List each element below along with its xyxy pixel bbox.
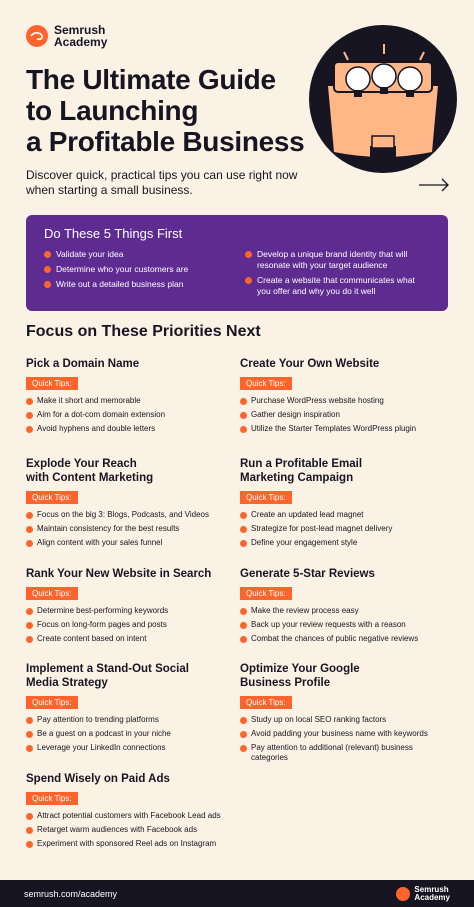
list-item: Focus on long-form pages and posts [26, 620, 236, 630]
list-item: Make the review process easy [240, 606, 450, 616]
list-item: Determine who your customers are [44, 264, 229, 275]
tip-block-title: Pick a Domain Name [26, 358, 140, 370]
tip-block-social-media [26, 662, 236, 757]
list-item: Be a guest on a podcast in your niche [26, 729, 236, 739]
footer-url[interactable]: semrush.com/academy [24, 888, 118, 899]
tip-block-title: Explode Your Reach with Content Marketing [26, 458, 154, 484]
tip-block-title: Spend Wisely on Paid Ads [26, 773, 170, 785]
tip-block-title: Optimize Your Google Business Profile [240, 663, 360, 689]
list-item: Attract potential customers with Facebook Lead ads [26, 811, 236, 821]
quick-tips-badge: Quick Tips: [240, 377, 292, 390]
tip-block-title: Rank Your New Website in Search [26, 568, 212, 580]
first-things-right-list [245, 249, 430, 301]
list-item: Determine best-performing keywords [26, 606, 236, 616]
logo-line-2: Academy [54, 35, 108, 49]
list-item: Purchase WordPress website hosting [240, 396, 450, 406]
title-line-2: to Launching [26, 95, 199, 126]
logo-text [54, 24, 107, 48]
footer-brand-line-1: Semrush [414, 884, 449, 894]
tip-block-paid-ads [26, 772, 236, 853]
list-item: Utilize the Starter Templates WordPress plugin [240, 424, 450, 434]
list-item: Back up your review requests with a reason [240, 620, 450, 630]
quick-tips-badge: Quick Tips: [26, 377, 78, 390]
list-item: Create a website that communicates what you offer and why you do it well [245, 275, 430, 297]
list-item: Study up on local SEO ranking factors [240, 715, 450, 725]
first-things-left-list [44, 249, 229, 301]
quick-tips-badge: Quick Tips: [26, 696, 78, 709]
footer-logo [396, 886, 450, 902]
list-item: Define your engagement style [240, 538, 450, 548]
tip-block-email-marketing [240, 457, 450, 552]
tip-block-reviews [240, 567, 450, 648]
quick-tips-badge: Quick Tips: [240, 587, 292, 600]
flame-icon [396, 887, 410, 901]
tip-block-google-business [240, 662, 450, 767]
quick-tips-badge: Quick Tips: [26, 587, 78, 600]
list-item: Develop a unique brand identity that will resonate with your target audience [245, 249, 430, 271]
list-item: Write out a detailed business plan [44, 279, 229, 290]
list-item: Maintain consistency for the best results [26, 524, 236, 534]
list-item: Aim for a dot-com domain extension [26, 410, 236, 420]
tip-block-title: Run a Profitable Email Marketing Campaign [240, 458, 363, 484]
list-item: Combat the chances of public negative reviews [240, 634, 450, 644]
list-item: Pay attention to additional (relevant) business categories [240, 743, 450, 763]
first-things-box [26, 215, 448, 311]
list-item: Retarget warm audiences with Facebook ads [26, 825, 236, 835]
list-item: Strategize for post-lead magnet delivery [240, 524, 450, 534]
list-item: Make it short and memorable [26, 396, 236, 406]
tip-block-website [240, 357, 450, 438]
list-item: Create content based on intent [26, 634, 236, 644]
footer-brand-line-2: Academy [414, 892, 450, 902]
title-line-1: The Ultimate Guide [26, 64, 276, 95]
page-title [26, 64, 305, 157]
tip-block-title: Create Your Own Website [240, 358, 380, 370]
list-item: Avoid padding your business name with keywords [240, 729, 450, 739]
semrush-academy-logo [26, 24, 107, 48]
tip-block-domain [26, 357, 236, 438]
flame-icon [26, 25, 48, 47]
list-item: Focus on the big 3: Blogs, Podcasts, and Videos [26, 510, 236, 520]
list-item: Validate your idea [44, 249, 229, 260]
list-item: Experiment with sponsored Reel ads on Instagram [26, 839, 236, 849]
quick-tips-badge: Quick Tips: [26, 491, 78, 504]
list-item: Leverage your LinkedIn connections [26, 743, 236, 753]
tip-block-content-marketing [26, 457, 236, 552]
list-item: Pay attention to trending platforms [26, 715, 236, 725]
quick-tips-badge: Quick Tips: [240, 491, 292, 504]
footer [0, 880, 474, 907]
arrow-right-icon [418, 178, 450, 192]
tip-block-title: Implement a Stand-Out Social Media Strategy [26, 663, 189, 689]
quick-tips-badge: Quick Tips: [26, 792, 78, 805]
title-line-3: a Profitable Business [26, 126, 305, 157]
list-item: Align content with your sales funnel [26, 538, 236, 548]
subtitle: Discover quick, practical tips you can use right now when starting a small business. [26, 168, 298, 197]
tip-block-search-ranking [26, 567, 236, 648]
list-item: Create an updated lead magnet [240, 510, 450, 520]
logo-line-1: Semrush [54, 23, 106, 37]
lightbulb-suitcase-illustration [308, 24, 458, 174]
quick-tips-badge: Quick Tips: [240, 696, 292, 709]
tip-block-title: Generate 5-Star Reviews [240, 568, 375, 580]
first-things-heading: Do These 5 Things First [44, 226, 183, 241]
list-item: Gather design inspiration [240, 410, 450, 420]
list-item: Avoid hyphens and double letters [26, 424, 236, 434]
priorities-title: Focus on These Priorities Next [26, 323, 261, 340]
